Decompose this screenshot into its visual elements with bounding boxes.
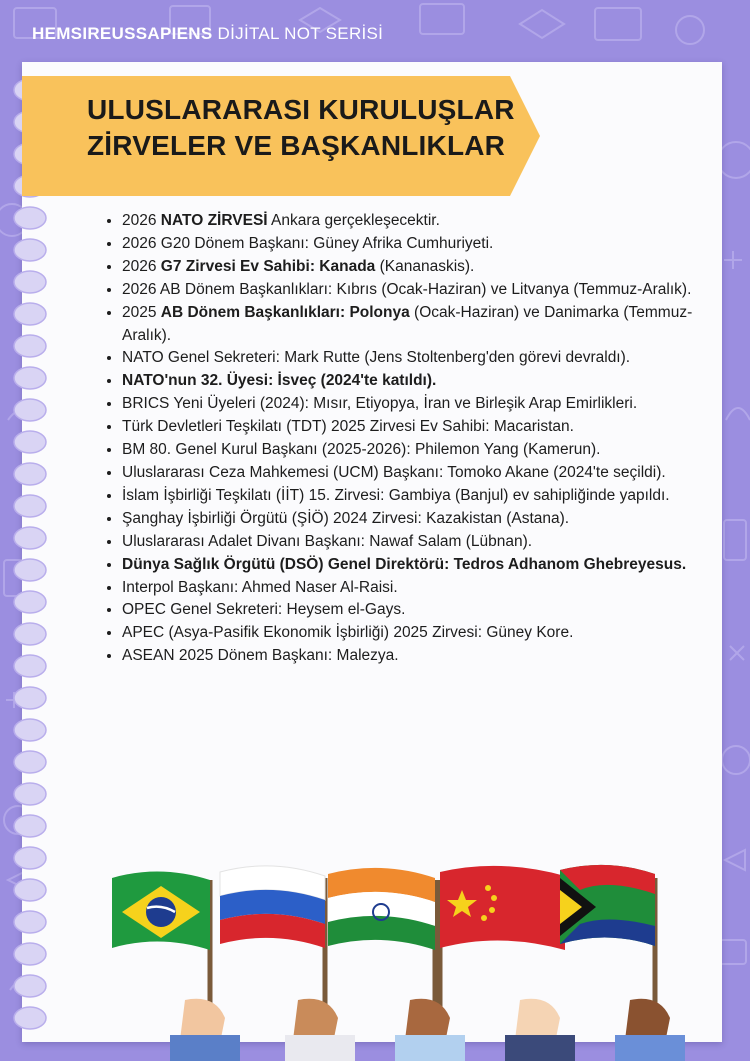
brazil-flag [112,871,210,1010]
item-text-after: (Ocak-Haziran) ve Danimarka (Temmuz-Aralık). [122,303,693,344]
item-text: 2026 [122,257,161,275]
item-text: BM 80. Genel Kurul Başkanı (2025-2026): Philemon Yang (Kamerun). [122,441,601,459]
list-item [122,416,722,439]
item-text: Uluslararası Adalet Divanı Başkanı: Nawaf Salam (Lübnan). [122,532,533,550]
item-text: NATO Genel Sekreteri: Mark Rutte (Jens Stoltenberg'den görevi devraldı). [122,349,631,367]
list-item [122,554,722,577]
item-highlight: AB Dönem Başkanlıkları: Polonya [160,303,410,321]
list-item [122,370,722,393]
item-text: BRICS Yeni Üyeleri (2024): Mısır, Etiyopya, İran ve Birleşik Arap Emirlikleri. [122,395,638,413]
list-item [122,279,722,302]
item-text: Şanghay İşbirliği Örgütü (ŞİÖ) 2024 Zirvesi: Kazakistan (Astana). [122,509,570,527]
list-item [122,256,722,279]
item-text: 2026 [122,212,161,229]
item-highlight: NATO ZİRVESİ [160,212,268,229]
title-banner [22,76,540,196]
item-text: Interpol Başkanı: Ahmed Naser Al-Raisi. [122,578,398,596]
list-item [122,645,722,668]
item-text: OPEC Genel Sekreteri: Heysem el-Gays. [122,601,406,619]
item-highlight: Dünya Sağlık Örgütü (DSÖ) Genel Direktörü: Tedros Adhanom Ghebreyesus. [122,555,687,573]
summit-list [102,210,722,668]
item-text-after: Ankara gerçekleşecektir. [267,212,440,229]
list-item [122,233,722,256]
list-item [122,599,722,622]
item-text: İslam İşbirliği Teşkilatı (İİT) 15. Zirvesi: Gambiya (Banjul) ev sahipliğinde yapıldı. [122,486,670,504]
list-item [122,485,722,508]
india-flag [328,868,435,1015]
item-highlight: NATO'nun 32. Üyesi: İsveç (2024'te katıldı). [122,372,437,390]
list-item [122,622,722,645]
china-flag [440,866,565,1015]
russia-flag [220,866,325,1010]
list-item [122,393,722,416]
page-title [87,92,515,164]
list-item [122,531,722,554]
item-text: Türk Devletleri Teşkilatı (TDT) 2025 Zirvesi Ev Sahibi: Macaristan. [122,418,574,436]
list-item [122,462,722,485]
title-line-1: ULUSLARARASI KURULUŞLAR [87,94,515,125]
series-brand: HEMSIREUSSAPIENS [32,24,213,43]
series-name: DİJİTAL NOT SERİSİ [212,24,384,43]
item-text: Uluslararası Ceza Mahkemesi (UCM) Başkanı: Tomoko Akane (2024'te seçildi). [122,463,666,481]
series-header [32,24,383,44]
list-item [122,508,722,531]
item-text: 2026 G20 Dönem Başkanı: Güney Afrika Cumhuriyeti. [122,234,494,252]
item-text: 2025 [122,303,161,321]
item-text: ASEAN 2025 Dönem Başkanı: Malezya. [122,647,399,665]
item-highlight: G7 Zirvesi Ev Sahibi: Kanada [160,257,376,275]
south-africa-flag [560,865,655,1010]
list-item [122,577,722,600]
item-text: APEC (Asya-Pasifik Ekonomik İşbirliği) 2025 Zirvesi: Güney Kore. [122,624,574,642]
flags-illustration [60,850,720,1061]
title-line-2: ZİRVELER VE BAŞKANLIKLAR [87,130,506,161]
item-text: 2026 AB Dönem Başkanlıkları: Kıbrıs (Ocak-Haziran) ve Litvanya (Temmuz-Aralık). [122,280,692,298]
hands-holding-flags [170,999,685,1061]
item-text-after: (Kananaskis). [375,257,475,275]
list-item [122,347,722,370]
list-item [122,210,722,233]
list-item [122,302,722,348]
list-item [122,439,722,462]
